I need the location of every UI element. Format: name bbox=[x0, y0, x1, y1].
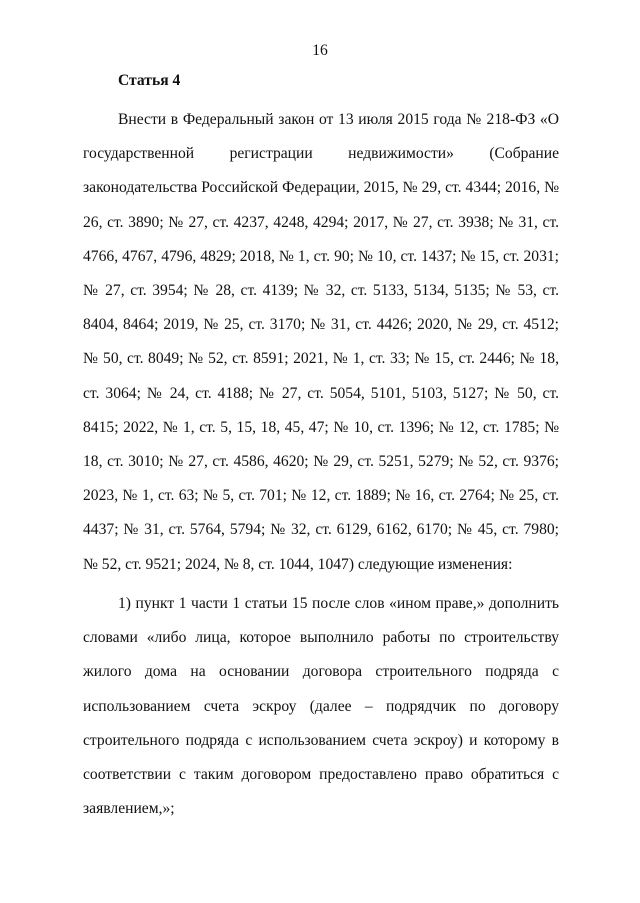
article-body bbox=[83, 103, 559, 582]
intro-paragraph: Внести в Федеральный закон от 13 июля 2015 года № 218-ФЗ «О государственной регистрации недвижимости» (Собрание законодательства Российской Федерации, 2015, № 29, ст. 4344; 2016, № 26, ст. 3890; № 27, ст. 4237, 4248, 4294; 2017, № 27, ст. 3938; № 31, ст. 4766, 4767, 4796, 4829; 2018, № 1, ст. 90; № 10, ст. 1437; № 15, ст. 2031; № 27, ст. 3954; № 28, ст. 4139; № 32, ст. 5133, 5134, 5135; № 53, ст. 8404, 8464; 2019, № 25, ст. 3170; № 31, ст. 4426; 2020, № 29, ст. 4512; № 50, ст. 8049; № 52, ст. 8591; 2021, № 1, ст. 33; № 15, ст. 2446; № 18, ст. 3064; № 24, ст. 4188; № 27, ст. 5054, 5101, 5103, 5127; № 50, ст. 8415; 2022, № 1, ст. 5, 15, 18, 45, 47; № 10, ст. 1396; № 12, ст. 1785; № 18, ст. 3010; № 27, ст. 4586, 4620; № 29, ст. 5251, 5279; № 52, ст. 9376; 2023, № 1, ст. 63; № 5, ст. 701; № 12, ст. 1889; № 16, ст. 2764; № 25, ст. 4437; № 31, ст. 5764, 5794; № 32, ст. 6129, 6162, 6170; № 45, ст. 7980; № 52, ст. 9521; 2024, № 8, ст. 1044, 1047) следующие изменения: bbox=[83, 111, 559, 573]
page-number: 16 bbox=[312, 42, 328, 59]
amendment-item-1: 1) пункт 1 части 1 статьи 15 после слов «ином праве,» дополнить словами «либо лица, которое выполнило работы по строительству жилого дома на основании договора строительного подряда с использованием счета эскроу (далее – подрядчик по договору строительного подряда с использованием счета эскроу) и которому в соответствии с таким договором предоставлено право обратиться с заявлением,»; bbox=[83, 595, 559, 818]
amendment-list bbox=[83, 587, 559, 826]
article-title: Статья 4 bbox=[118, 72, 181, 89]
